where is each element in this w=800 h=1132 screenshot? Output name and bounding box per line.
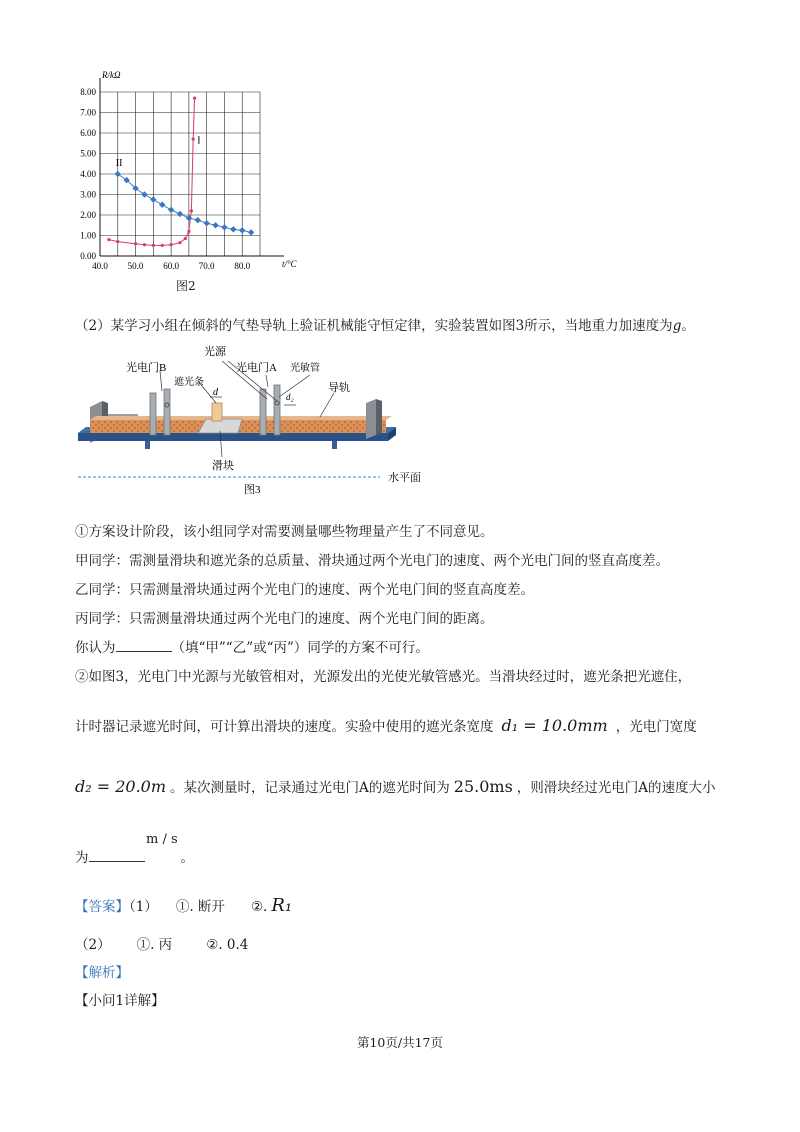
answer-row-1: 【答案】（1） ①. 断开 ②. R₁ <box>75 895 293 916</box>
series-ii-point <box>212 222 218 228</box>
r1-symbol: R₁ <box>271 895 293 916</box>
y-tick-label: 7.00 <box>80 107 96 118</box>
student-bing-opinion: 丙同学：只需测量滑块通过两个光电门的速度、两个光电门间的距离。 <box>75 611 494 627</box>
series-i-point <box>192 138 195 141</box>
label-horizontal-plane: 水平面 <box>388 472 421 484</box>
x-tick-label: 70.0 <box>198 261 215 271</box>
part-2-statement: ②如图3，光电门中光源与光敏管相对，光源发出的光使光敏管感光。当滑块经过时，遮光条把光遮住， <box>75 669 692 685</box>
answer-row-2: （2） ①. 丙 ②. 0.4 <box>75 937 249 953</box>
gate-width-line: d₂ = 20.0m 。某次测量时，记录通过光电门A的遮光时间为 25.0ms ，则滑块经过光电门A的速度大小 <box>75 777 716 796</box>
page-footer: 第10页/共17页 <box>356 1035 444 1050</box>
d2-formula: d₂ = 20.0m <box>75 777 167 796</box>
series-ii-point <box>195 217 201 223</box>
velocity-answer-line: 为 。 <box>75 850 194 866</box>
x-tick-label: 80.0 <box>234 261 251 271</box>
series-i-label: I <box>197 135 201 147</box>
series-ii-label: II <box>115 157 123 169</box>
y-tick-label: 8.00 <box>80 87 96 97</box>
label-sensor: 光敏管 <box>290 363 320 374</box>
x-tick-label: 60.0 <box>163 261 179 271</box>
label-d2: d₂ <box>286 392 294 402</box>
series-ii-point <box>159 202 165 208</box>
chart-caption: 图2 <box>176 279 196 293</box>
question-2-intro: （2）某学习小组在倾斜的气垫导轨上验证机械能守恒定律，实验装置如图3所示，当地重力加速度为g。 <box>75 318 695 334</box>
series-i-point <box>184 237 187 240</box>
label-strip: 遮光条 <box>174 377 204 388</box>
x-tick-label: 50.0 <box>127 261 144 271</box>
y-tick-label: 0.00 <box>80 251 96 261</box>
label-gate-b: 光电门B <box>126 362 167 374</box>
strip-width-line: 计时器记录遮光时间，可计算出滑块的速度。实验中使用的遮光条宽度 d₁ = 10.0mm ，光电门宽度 <box>75 716 697 735</box>
series-ii-point <box>168 207 174 213</box>
x-tick-label: 40.0 <box>92 261 108 271</box>
series-line-ii <box>118 174 251 232</box>
right-end-stop <box>366 399 382 439</box>
series-i-point <box>161 244 164 247</box>
part-1-statement: ①方案设计阶段，该小组同学对需要测量哪些物理量产生了不同意见。 <box>75 524 494 540</box>
student-jia-opinion: 甲同学：需测量滑块和遮光条的总质量、滑块通过两个光电门的速度、两个光电门间的竖直高度差。 <box>75 553 669 569</box>
d1-formula: d₁ = 10.0mm <box>501 716 608 735</box>
label-d: d <box>213 387 218 398</box>
series-ii-point <box>239 227 245 233</box>
series-line-i <box>109 98 195 245</box>
y-tick-label: 6.00 <box>80 128 96 138</box>
y-tick-label: 3.00 <box>80 189 96 200</box>
resistance-temperature-chart <box>60 60 320 300</box>
time-value: 25.0ms <box>453 777 513 796</box>
series-ii-point <box>177 211 183 217</box>
label-gate-a: 光电门A <box>236 362 277 374</box>
y-tick-label: 5.00 <box>80 148 96 159</box>
y-tick-label: 4.00 <box>80 169 96 179</box>
air-track-apparatus-diagram <box>70 345 440 495</box>
series-i-point <box>134 242 137 245</box>
student-yi-opinion: 乙同学：只需测量滑块通过两个光电门的速度、两个光电门间的竖直高度差。 <box>75 582 534 598</box>
series-i-point <box>193 97 196 100</box>
series-ii-point <box>248 229 254 235</box>
series-i-point <box>170 243 173 246</box>
series-ii-point <box>230 226 236 232</box>
series-ii-point <box>221 224 227 230</box>
y-tick-label: 1.00 <box>80 230 96 241</box>
series-i-point <box>187 230 190 233</box>
series-i-point <box>190 209 193 212</box>
label-slider: 滑块 <box>212 460 234 472</box>
series-ii-point <box>150 196 156 202</box>
answer-blank-1[interactable] <box>116 651 172 652</box>
unit-label: m / s <box>146 832 178 847</box>
y-axis-label: R/kΩ <box>102 70 121 80</box>
sub-question-1-heading: 【小问1详解】 <box>75 993 165 1009</box>
series-ii-point <box>203 220 209 226</box>
series-i-point <box>152 244 155 247</box>
y-tick-label: 2.00 <box>80 210 96 220</box>
choice-question: 你认为 （填“甲”“乙”或“丙”）同学的方案不可行。 <box>75 640 429 656</box>
series-ii-point <box>141 191 147 197</box>
analysis-tag: 【解析】 <box>75 965 129 981</box>
series-i-point <box>143 243 146 246</box>
answer-blank-2[interactable] <box>89 861 145 862</box>
label-light-source: 光源 <box>204 346 226 358</box>
answer-tag: 【答案】 <box>75 899 129 915</box>
series-i-point <box>107 238 110 241</box>
series-ii-point <box>115 171 121 177</box>
x-axis-label: t/°C <box>282 259 297 269</box>
series-i-point <box>116 240 119 243</box>
series-i-point <box>178 241 181 244</box>
label-rail: 导轨 <box>328 382 350 394</box>
figure-3-caption: 图3 <box>244 484 261 495</box>
